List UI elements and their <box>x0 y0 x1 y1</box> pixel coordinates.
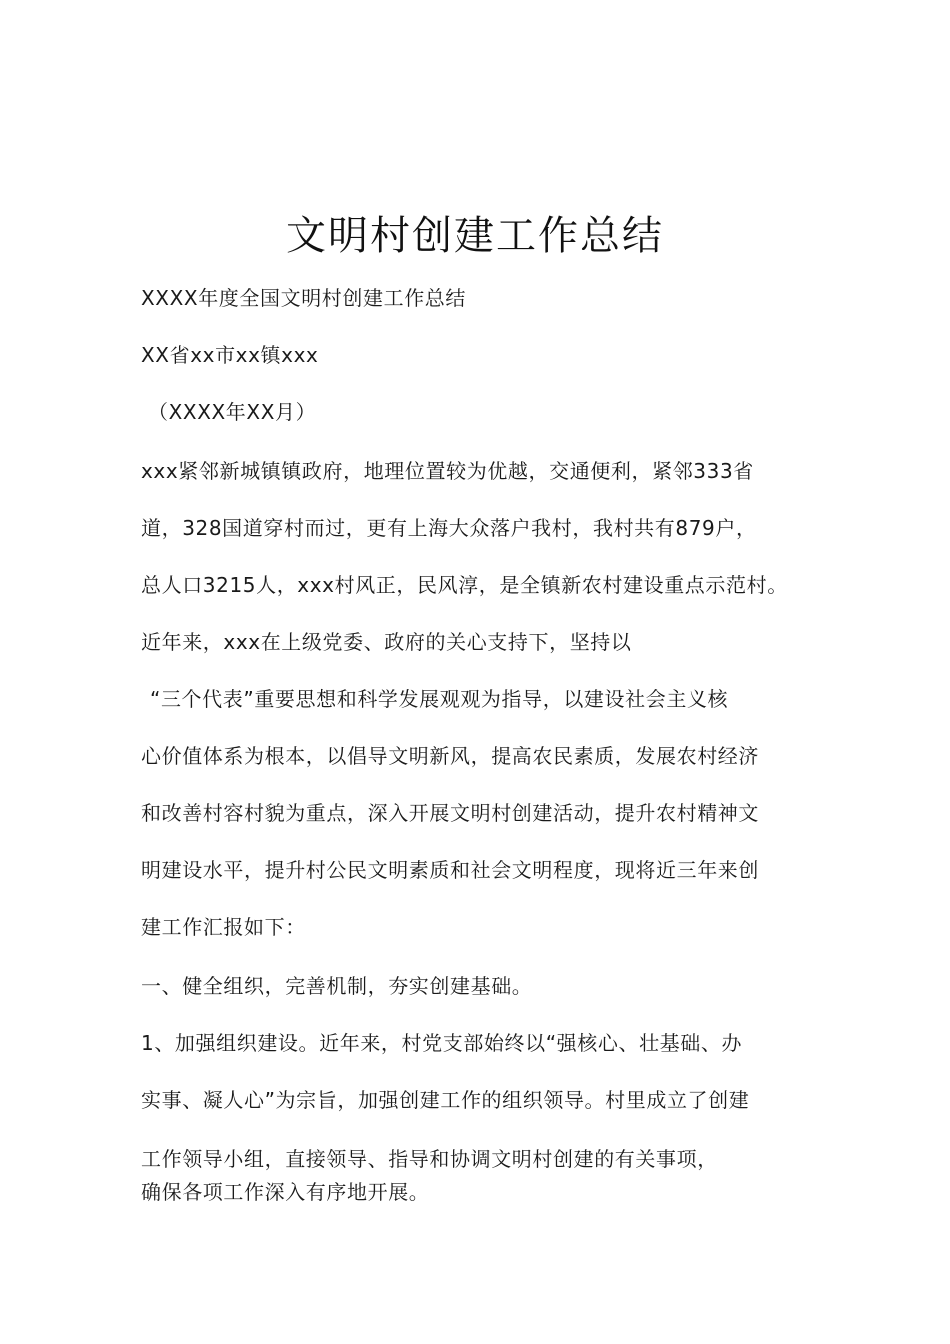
section-heading: 一、健全组织，完善机制，夯实创建基础。 <box>141 974 533 998</box>
body-line: 1、加强组织建设。近年来，村党支部始终以“强核心、壮基础、办 <box>141 1031 743 1055</box>
subtitle-line: XXXX年度全国文明村创建工作总结 <box>141 286 467 310</box>
body-line: 实事、凝人心”为宗旨，加强创建工作的组织领导。村里成立了创建 <box>141 1088 750 1112</box>
body-line: xxx紧邻新城镇镇政府，地理位置较为优越，交通便利，紧邻333省 <box>141 459 754 483</box>
body-line: “三个代表”重要思想和科学发展观观为指导，以建设社会主义核 <box>150 687 729 711</box>
body-line: 心价值体系为根本，以倡导文明新风，提高农民素质，发展农村经济 <box>141 744 759 768</box>
body-line: 道，328国道穿村而过，更有上海大众落户我村，我村共有879户， <box>141 516 757 540</box>
document-title: 文明村创建工作总结 <box>286 213 664 259</box>
body-line: 工作领导小组，直接领导、指导和协调文明村创建的有关事项， <box>141 1147 718 1171</box>
body-line: 明建设水平，提升村公民文明素质和社会文明程度，现将近三年来创 <box>141 858 759 882</box>
body-line: 建工作汇报如下： <box>141 915 306 939</box>
author-line: XX省xx市xx镇xxx <box>141 343 319 367</box>
body-line: 近年来，xxx在上级党委、政府的关心支持下，坚持以 <box>141 630 632 654</box>
body-line: 总人口3215人，xxx村风正，民风淳，是全镇新农村建设重点示范村。 <box>141 573 788 597</box>
body-line: 确保各项工作深入有序地开展。 <box>141 1180 430 1204</box>
date-line: （XXXX年XX月） <box>148 400 317 424</box>
body-line: 和改善村容村貌为重点，深入开展文明村创建活动，提升农村精神文 <box>141 801 759 825</box>
